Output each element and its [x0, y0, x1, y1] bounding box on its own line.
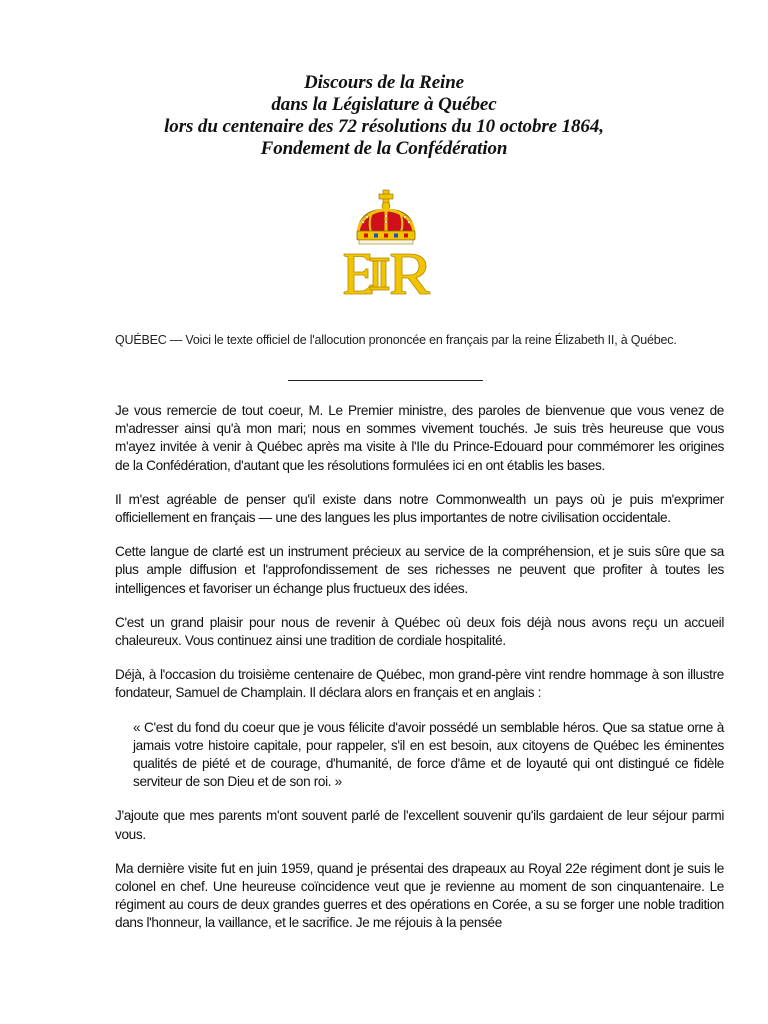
title-line-4: Fondement de la Confédération: [260, 138, 508, 159]
intro-paragraph: QUÉBEC — Voici le texte officiel de l'allocution prononcée en français par la reine Élizabeth II, à Québec.: [115, 333, 677, 347]
speech-paragraph-3: Cette langue de clarté est un instrument précieux au service de la compréhension, et je suis sûre que sa plus ample diffusion et l'approfondissement de ses richesses ne peuvent que profiter à toutes les intelligences et favoriser un échange plus fructueux des idées.: [115, 544, 724, 596]
title-line-2: dans la Législature à Québec: [271, 94, 497, 115]
title-line-1: Discours de la Reine: [303, 72, 465, 93]
document-title: [0, 72, 768, 160]
speech-paragraph-5: Déjà, à l'occasion du troisième centenaire de Québec, mon grand-père vint rendre hommage à son illustre fondateur, Samuel de Champlain. Il déclara alors en français et en anglais :: [115, 667, 724, 701]
speech-paragraph-1: Je vous remercie de tout coeur, M. Le Premier ministre, des paroles de bienvenue que vous venez de m'adresser ainsi qu'à mon mari; nous en sommes vivement touchés. Je suis très heureuse que vous m'ayez invitée à venir à Québec après ma visite à l'Ile du Prince-Edouard pour commémorer les origines de la Confédération, d'autant que les résolutions formulées ici en ont établis les bases.: [115, 403, 724, 473]
section-divider: [288, 380, 483, 381]
speech-quote: « C'est du fond du coeur que je vous félicite d'avoir possédé un semblable héros. Que sa statue orne à jamais votre histoire capitale, pour rappeler, s'il en est besoin, aux citoyens de Québec les éminentes qualités de piété et de courage, d'humanité, de force d'âme et de loyauté qui ont distingué ce fidèle serviteur de son Dieu et de son roi. »: [133, 719, 724, 790]
speech-paragraph-4: C'est un grand plaisir pour nous de revenir à Québec où deux fois déjà nous avons reçu un accueil chaleureux. Vous continuez ainsi une tradition de cordiale hospitalité.: [115, 614, 724, 649]
title-line-3: lors du centenaire des 72 résolutions du 10 octobre 1864,: [164, 116, 604, 137]
speech-body: [115, 402, 724, 949]
speech-paragraph-2: Il m'est agréable de penser qu'il existe dans notre Commonwealth un pays où je puis m'exprimer officiellement en français — une des langues les plus importantes de notre civilisation occidentale.: [115, 491, 724, 526]
royal-cypher-crown-icon: [336, 188, 436, 308]
cypher-letters: [344, 254, 430, 294]
speech-paragraph-7: J'ajoute que mes parents m'ont souvent parlé de l'excellent souvenir qu'ils gardaient de leur séjour parmi vous.: [115, 808, 724, 842]
speech-paragraph-8: Ma dernière visite fut en juin 1959, quand je présentai des drapeaux au Royal 22e régiment dont je suis le colonel en chef. Une heureuse coïncidence veut que je revienne au moment de son cinquantenaire. Le régiment au cours de deux grandes guerres et des opérations en Corée, a su se forger une noble tradition dans l'honneur, la vaillance, et le sacrifice. Je me réjouis à la pensée: [115, 860, 724, 931]
